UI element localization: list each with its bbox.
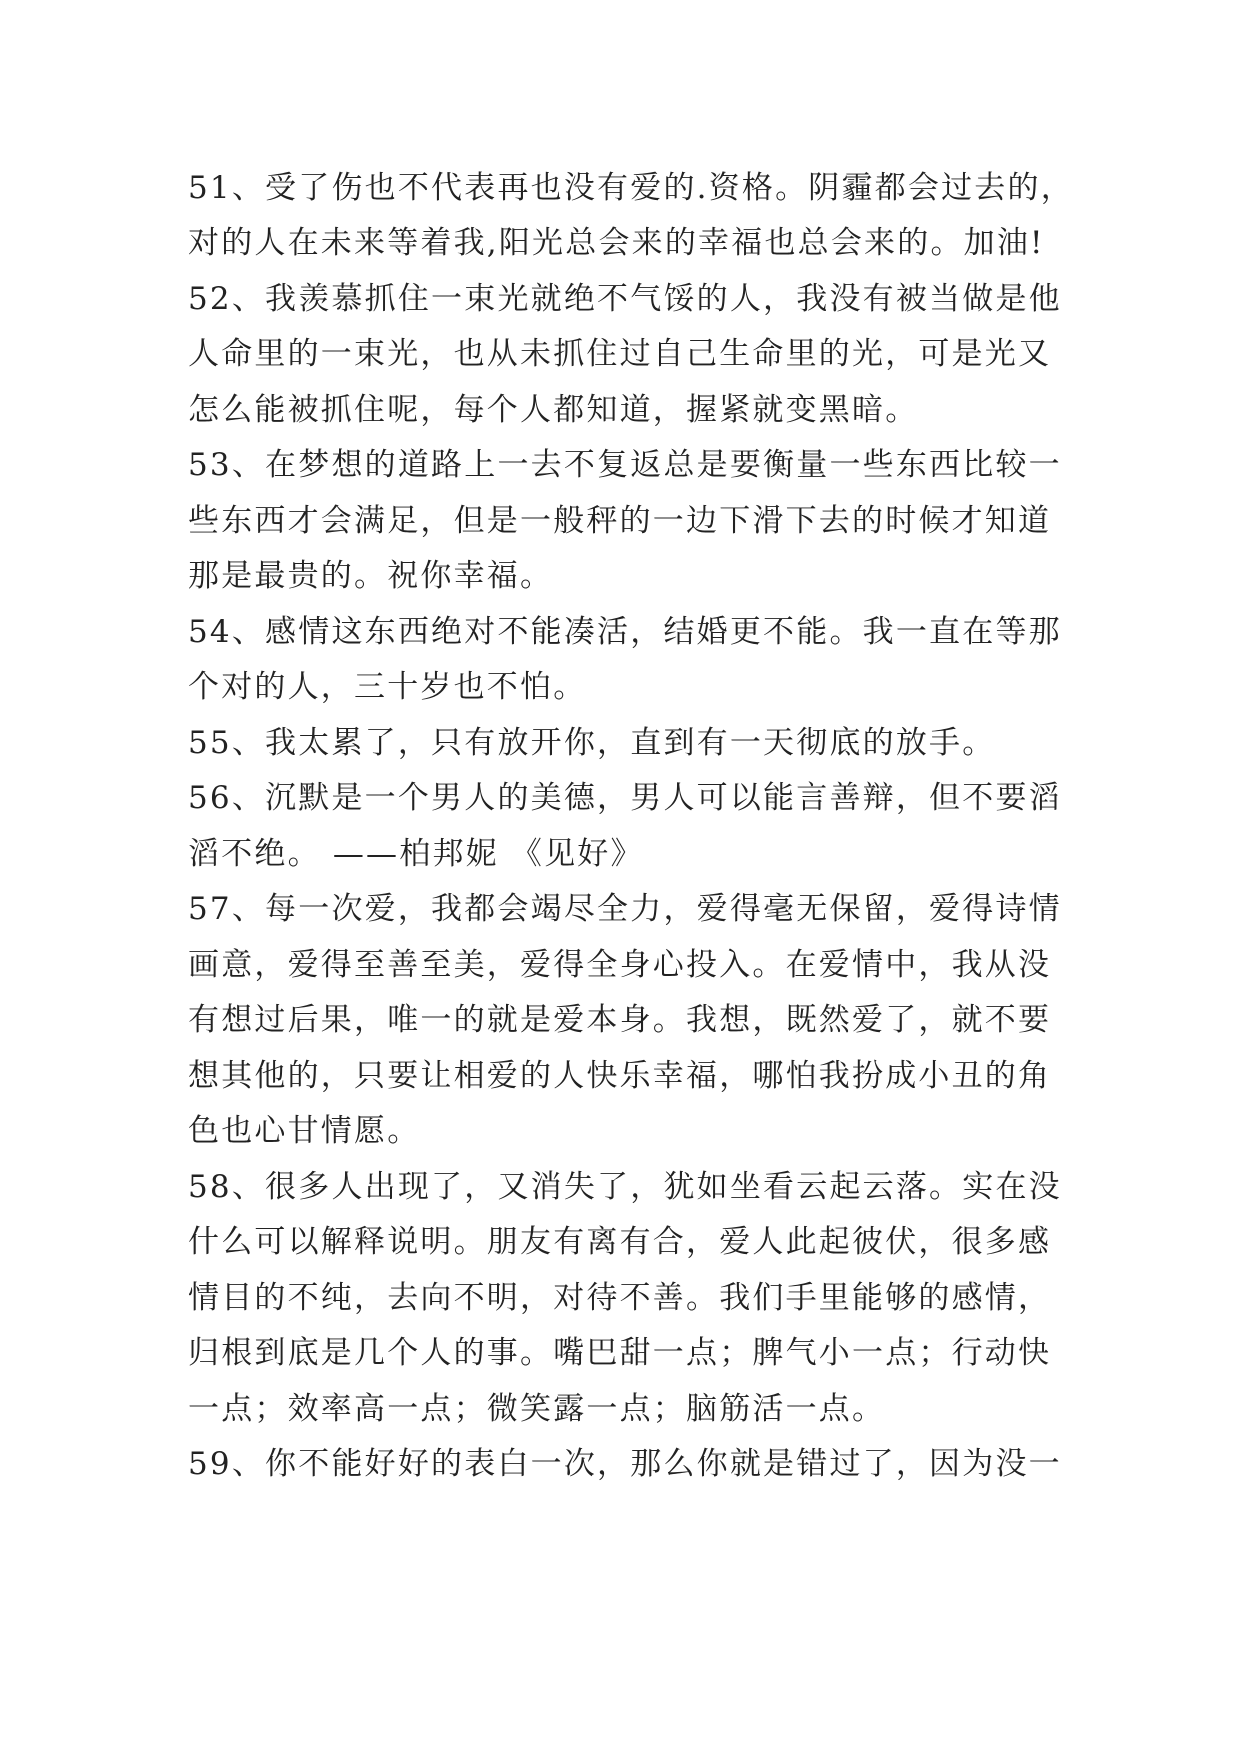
text-line: 51、受了伤也不代表再也没有爱的.资格。阴霾都会过去的，	[188, 170, 1074, 206]
text-line: 色也心甘情愿。	[188, 1113, 421, 1149]
text-line: 想其他的，只要让相爱的人快乐幸福，哪怕我扮成小丑的角	[188, 1058, 1052, 1094]
text-line: 画意，爱得至善至美，爱得全身心投入。在爱情中，我从没	[188, 947, 1052, 983]
text-line: 什么可以解释说明。朋友有离有合，爱人此起彼伏，很多感	[188, 1224, 1052, 1260]
text-line: 57、每一次爱，我都会竭尽全力，爱得毫无保留，爱得诗情	[188, 891, 1062, 927]
text-line: 对的人在未来等着我,阳光总会来的幸福也总会来的。加油!	[188, 225, 1045, 261]
text-line: 个对的人，三十岁也不怕。	[188, 669, 587, 705]
text-line: 55、我太累了，只有放开你，直到有一天彻底的放手。	[188, 725, 996, 761]
text-line: 些东西才会满足，但是一般秤的一边下滑下去的时候才知道	[188, 503, 1052, 539]
text-line: 54、感情这东西绝对不能凑活，结婚更不能。我一直在等那	[188, 614, 1062, 650]
text-line: 58、很多人出现了，又消失了，犹如坐看云起云落。实在没	[188, 1169, 1062, 1205]
text-line: 59、你不能好好的表白一次，那么你就是错过了，因为没一	[188, 1446, 1062, 1482]
text-line: 56、沉默是一个男人的美德，男人可以能言善辩，但不要滔	[188, 780, 1062, 816]
text-line: 怎么能被抓住呢，每个人都知道，握紧就变黑暗。	[188, 392, 919, 428]
text-line: 一点；效率高一点；微笑露一点；脑筋活一点。	[188, 1391, 886, 1427]
text-line: 人命里的一束光，也从未抓住过自己生命里的光，可是光又	[188, 336, 1052, 372]
text-line: 那是最贵的。祝你幸福。	[188, 558, 554, 594]
text-line: 52、我羡慕抓住一束光就绝不气馁的人，我没有被当做是他	[188, 281, 1062, 317]
text-line: 归根到底是几个人的事。嘴巴甜一点；脾气小一点；行动快	[188, 1335, 1052, 1371]
text-line: 53、在梦想的道路上一去不复返总是要衡量一些东西比较一	[188, 447, 1062, 483]
text-line: 情目的不纯，去向不明，对待不善。我们手里能够的感情，	[188, 1280, 1052, 1316]
text-line: 滔不绝。 ——柏邦妮 《见好》	[188, 836, 644, 872]
text-line: 有想过后果，唯一的就是爱本身。我想，既然爱了，就不要	[188, 1002, 1052, 1038]
